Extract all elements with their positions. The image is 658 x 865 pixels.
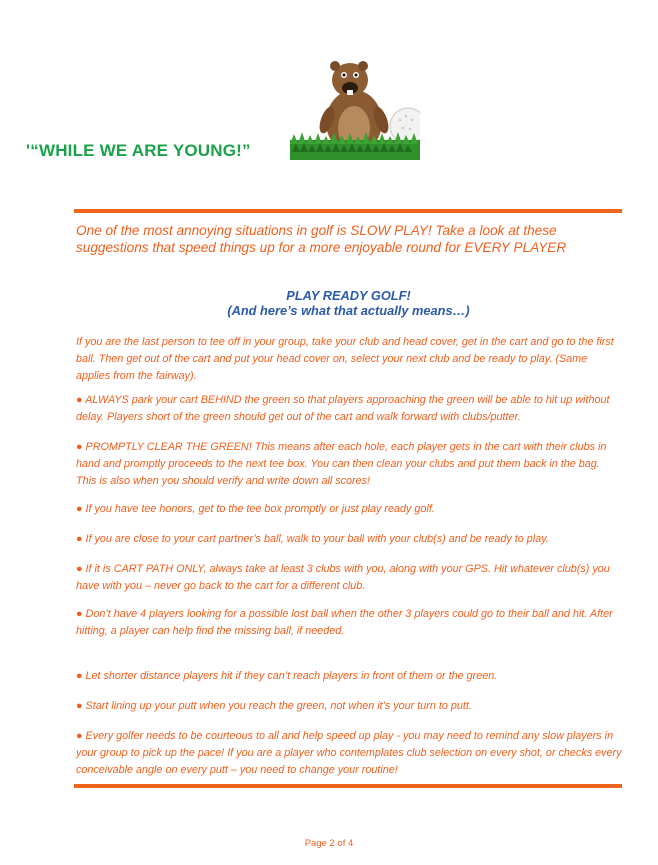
tip-paragraph: ● If you are close to your cart partner’s ball, walk to your ball with your club(s) and be ready to play.: [76, 533, 549, 545]
tip-paragraph: ● If you have tee honors, get to the tee box promptly or just play ready golf.: [76, 503, 435, 515]
intro-text: One of the most annoying situations in golf is SLOW PLAY! Take a look at these suggestions that speed things up for a more enjoyable round for EVERY PLAYER: [76, 223, 567, 255]
tip-paragraph: ● Let shorter distance players hit if they can’t reach players in front of them or the green.: [76, 670, 498, 682]
tip-paragraph: ● Start lining up your putt when you reach the green, not when it’s your turn to putt.: [76, 700, 472, 712]
page-headline: '“WHILE WE ARE YOUNG!”: [26, 141, 251, 160]
tip-paragraph: ● If it is CART PATH ONLY, always take at least 3 clubs with you, along with your GPS. Hit whatever club(s) you have with you – never go back to the cart for a different club.: [76, 563, 610, 592]
tip-paragraph: ● Don’t have 4 players looking for a possible lost ball when the other 3 players could go to their ball and hit. After hitting, a player can help find the missing ball, if needed.: [76, 608, 613, 637]
section-subtitle: (And here’s what that actually means…): [227, 303, 470, 318]
bottom-divider: [74, 784, 622, 788]
tip-paragraph: ● ALWAYS park your cart BEHIND the green so that players approaching the green will be able to hit up without delay. Players short of the green should get out of the cart and walk forward with clubs/putter.: [76, 394, 610, 423]
tip-paragraph: ● Every golfer needs to be courteous to all and help speed up play - you may need to remind any slow players in your group to pick up the pace! If you are a player who contemplates club selection on every shot, or checks every conceivable angle on every putt – you need to change your routine!: [76, 730, 622, 776]
tip-paragraph: If you are the last person to tee off in your group, take your club and head cover, get in the cart and go to the first ball. Then get out of the cart and put your head cover on, select your next club and be ready to play. (Same applies from the fairway).: [76, 336, 614, 382]
gopher-with-golf-ball-icon: [286, 56, 420, 160]
page-number: Page 2 of 4: [304, 838, 354, 849]
tip-paragraph: ● PROMPTLY CLEAR THE GREEN! This means after each hole, each player gets in the cart with their clubs in hand and promptly proceeds to the next tee box. You can then clean your clubs and put them back in the bag. This is also when you should verify and write down all scores!: [76, 441, 607, 487]
section-title: PLAY READY GOLF!: [286, 288, 411, 303]
top-divider: [74, 209, 622, 213]
